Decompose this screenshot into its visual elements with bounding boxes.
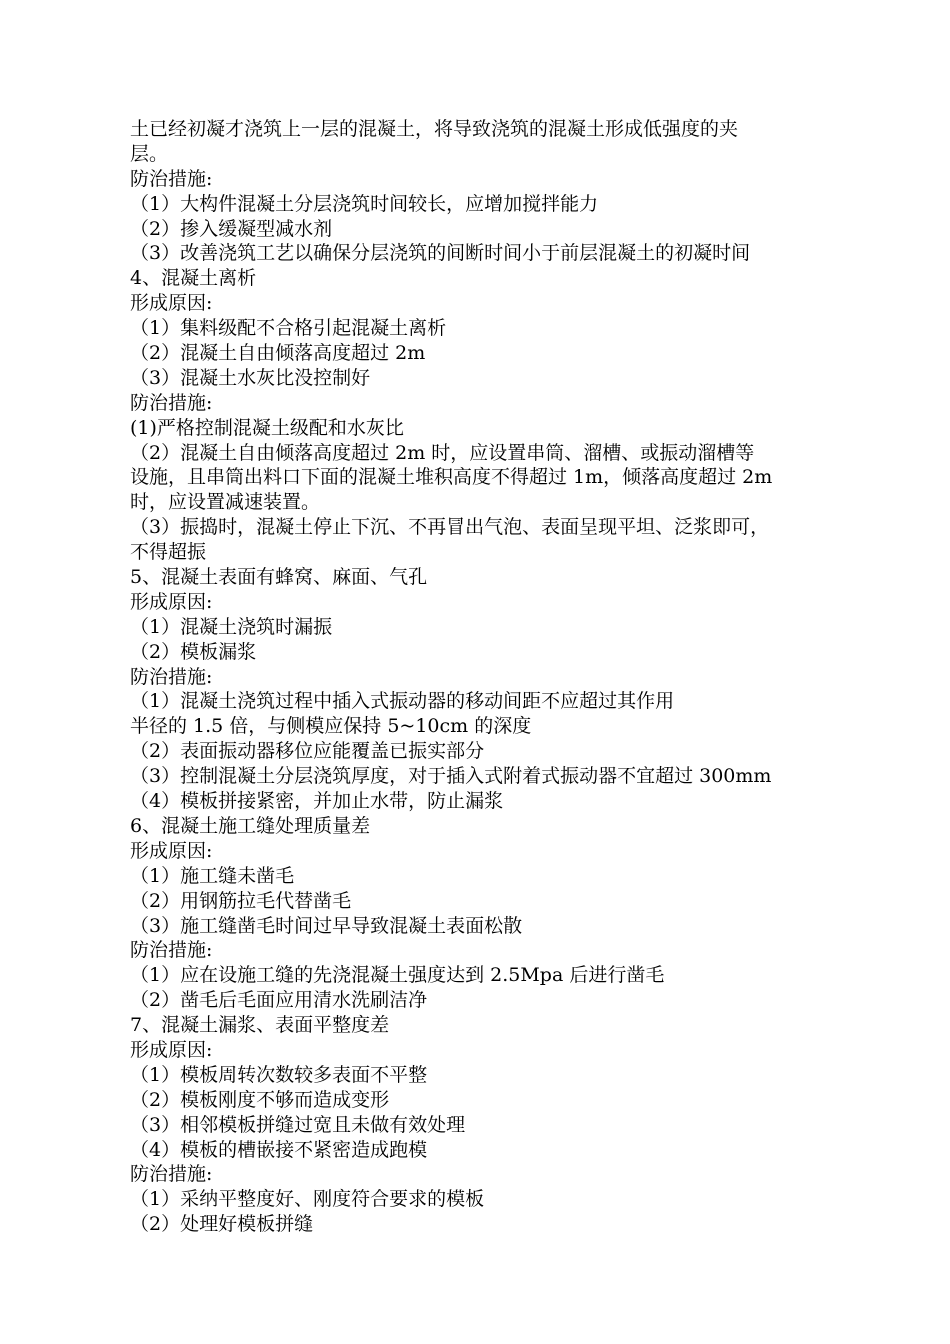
- text-line: 防治措施:: [130, 1163, 213, 1186]
- text-line: （2）表面振动器移位应能覆盖已振实部分: [130, 740, 485, 763]
- text-line: 半径的 1.5 倍，与侧模应保持 5~10cm 的深度: [130, 715, 532, 738]
- text-line: （1）混凝土浇筑过程中插入式振动器的移动间距不应超过其作用: [130, 690, 675, 713]
- text-line: （1）施工缝未凿毛: [130, 864, 295, 887]
- text-line: 土已经初凝才浇筑上一层的混凝土，将导致浇筑的混凝土形成低强度的夹: [130, 118, 739, 140]
- text-line: （3）振捣时，混凝土停止下沉、不再冒出气泡、表面呈现平坦、泛浆即可，: [130, 516, 770, 539]
- text-line: 防治措施:: [130, 391, 213, 414]
- text-line: 5、混凝土表面有蜂窝、麻面、气孔: [130, 566, 428, 589]
- text-line: （4）模板的槽嵌接不紧密造成跑模: [130, 1138, 428, 1161]
- text-line: 防治措施:: [130, 665, 213, 688]
- text-line: （3）控制混凝土分层浇筑厚度，对于插入式附着式振动器不宜超过 300mm: [130, 765, 772, 788]
- text-line: （1）大构件混凝土分层浇筑时间较长，应增加搅拌能力: [130, 192, 599, 215]
- text-line: （2）用钢筋拉毛代替凿毛: [130, 889, 352, 912]
- text-line: 形成原因:: [130, 839, 213, 862]
- text-line: (1)严格控制混凝土级配和水灰比: [130, 416, 404, 439]
- text-line: 防治措施:: [130, 939, 213, 962]
- text-line: 形成原因:: [130, 292, 213, 315]
- text-line: （1）模板周转次数较多表面不平整: [130, 1063, 428, 1086]
- text-line: 时，应设置减速装置。: [130, 491, 321, 514]
- text-line: 设施，且串筒出料口下面的混凝土堆积高度不得超过 1m，倾落高度超过 2m: [130, 466, 773, 489]
- text-line: （2）模板漏浆: [130, 640, 257, 663]
- text-line: （2）处理好模板拼缝: [130, 1213, 314, 1236]
- text-line: （3）改善浇筑工艺以确保分层浇筑的间断时间小于前层混凝土的初凝时间: [130, 242, 751, 265]
- text-line: （2）混凝土自由倾落高度超过 2m: [130, 342, 426, 365]
- text-line: 形成原因:: [130, 1038, 213, 1061]
- text-line: （3）施工缝凿毛时间过早导致混凝土表面松散: [130, 914, 523, 937]
- text-line: （3）相邻模板拼缝过宽且未做有效处理: [130, 1113, 466, 1136]
- text-line: 防治措施:: [130, 167, 213, 190]
- text-line: （2）模板刚度不够而造成变形: [130, 1088, 390, 1111]
- text-line: （4）模板拼接紧密，并加止水带，防止漏浆: [130, 790, 504, 813]
- text-line: （1）混凝土浇筑时漏振: [130, 615, 333, 638]
- text-line: 7、混凝土漏浆、表面平整度差: [130, 1014, 390, 1037]
- text-line: （1）采纳平整度好、刚度符合要求的模板: [130, 1188, 485, 1211]
- text-line: 6、混凝土施工缝处理质量差: [130, 814, 371, 837]
- text-line: （1）应在设施工缝的先浇混凝土强度达到 2.5Mpa 后进行凿毛: [130, 964, 665, 987]
- document-body: [130, 117, 875, 1237]
- text-line: （3）混凝土水灰比没控制好: [130, 366, 371, 389]
- text-line: （1）集料级配不合格引起混凝土离析: [130, 317, 447, 340]
- text-line: （2）混凝土自由倾落高度超过 2m 时，应设置串筒、溜槽、或振动溜槽等: [130, 441, 755, 464]
- text-line: 形成原因:: [130, 590, 213, 613]
- text-line: 4、混凝土离析: [130, 267, 257, 290]
- text-line: 不得超振: [130, 541, 207, 564]
- text-line: （2）掺入缓凝型减水剂: [130, 217, 333, 240]
- text-line: （2）凿毛后毛面应用清水洗刷洁净: [130, 989, 428, 1012]
- text-line: 层。: [130, 142, 169, 165]
